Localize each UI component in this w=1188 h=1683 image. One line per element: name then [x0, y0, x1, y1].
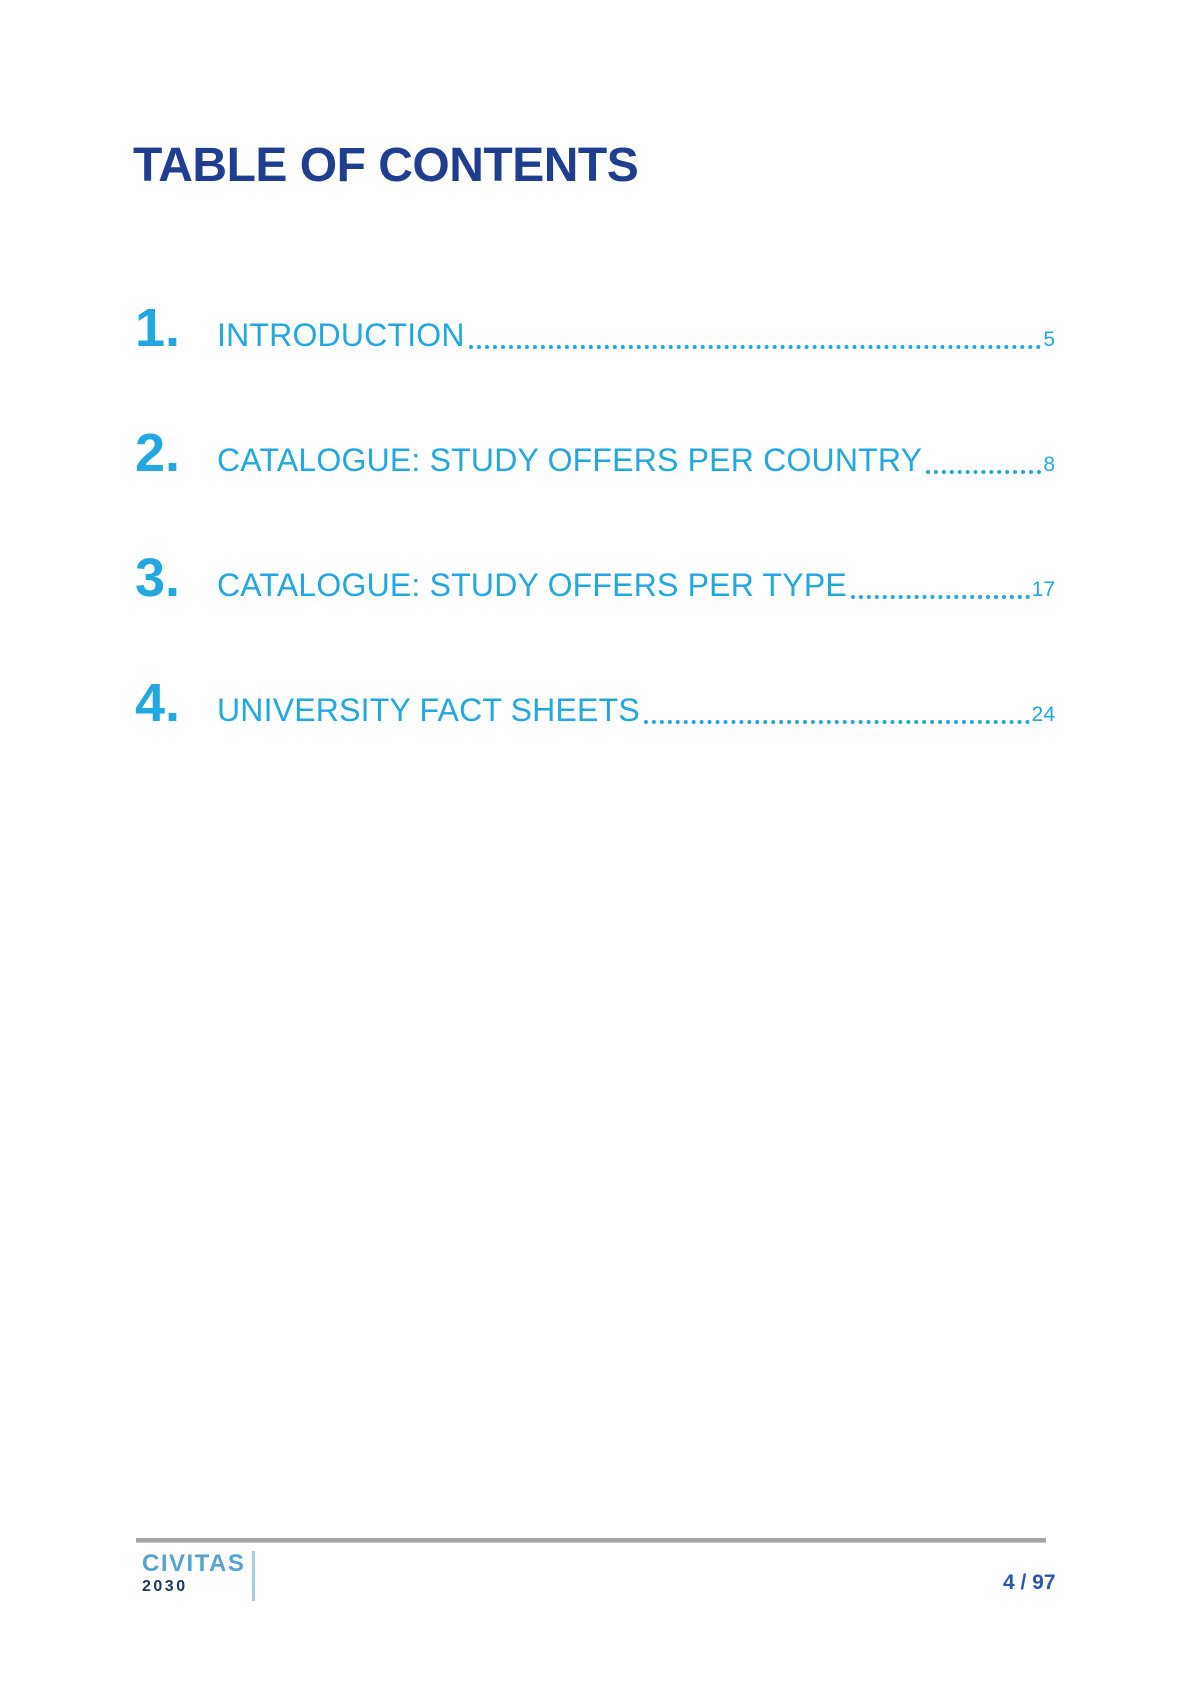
- toc-entry-label: INTRODUCTION: [217, 317, 465, 353]
- toc-entry-label: UNIVERSITY FACT SHEETS: [217, 692, 640, 728]
- toc-entry-introduction[interactable]: [135, 298, 1055, 358]
- toc-entry-page-number: 8: [1043, 453, 1055, 476]
- civitas-logo-bar: [252, 1551, 255, 1601]
- toc-dot-leader: [469, 345, 1042, 349]
- toc-entry-label: CATALOGUE: STUDY OFFERS PER TYPE: [217, 567, 847, 603]
- toc-entry-number: 3.: [135, 548, 181, 608]
- toc-entry-page-number: 24: [1031, 703, 1055, 726]
- page-title: TABLE OF CONTENTS: [133, 139, 639, 192]
- toc-entry-catalogue-country[interactable]: [135, 423, 1055, 483]
- toc-entry-university-fact-sheets[interactable]: [135, 673, 1055, 733]
- toc-dot-leader: [851, 595, 1030, 599]
- toc-entry-page-number: 5: [1043, 328, 1055, 351]
- table-of-contents: [135, 298, 1055, 801]
- toc-dot-leader: [926, 470, 1041, 474]
- toc-entry-catalogue-type[interactable]: [135, 548, 1055, 608]
- toc-entry-page-number: 17: [1031, 578, 1055, 601]
- toc-entry-number: 4.: [135, 673, 181, 733]
- civitas-logo-text: [142, 1551, 245, 1601]
- toc-entry-number: 1.: [135, 298, 181, 358]
- toc-entry-label: CATALOGUE: STUDY OFFERS PER COUNTRY: [217, 442, 923, 478]
- toc-dot-leader: [644, 720, 1030, 724]
- page-number-indicator: 4 / 97: [1003, 1571, 1056, 1594]
- civitas-logo-name: CIVITAS: [142, 1550, 246, 1577]
- toc-entry-number: 2.: [135, 423, 181, 483]
- civitas-logo-year: 2030: [142, 1578, 188, 1596]
- footer-divider: [136, 1538, 1046, 1543]
- civitas-logo: [142, 1551, 255, 1601]
